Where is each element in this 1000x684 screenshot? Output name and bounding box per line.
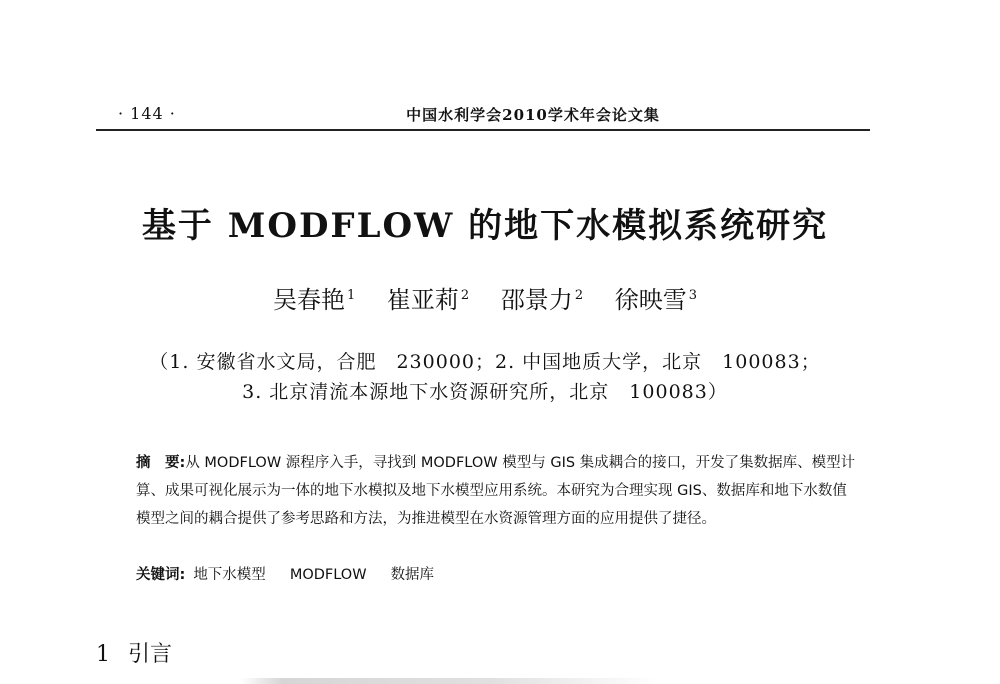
abstract (136, 449, 856, 533)
author-name: 徐映雪 (614, 286, 687, 314)
affiliation-line-2: 3. 北京清流本源地下水资源研究所，北京 100083） (242, 381, 728, 403)
cut-off-text-line (240, 678, 660, 684)
author (615, 286, 697, 314)
paper-title: 基于 MODFLOW 的地下水模拟系统研究 (141, 206, 829, 246)
author-affil-mark: 2 (460, 288, 470, 303)
author-name: 吴春艳 (272, 286, 345, 314)
author (501, 286, 583, 314)
author-name: 崔亚莉 (386, 286, 459, 314)
author-affil-mark: 3 (688, 288, 698, 303)
keyword: 地下水模型 (193, 567, 266, 583)
running-header (118, 104, 870, 128)
section-number: 1 (96, 642, 110, 667)
keyword: MODFLOW (289, 567, 367, 583)
author (273, 286, 355, 314)
keyword: 数据库 (390, 567, 435, 583)
header-rule (96, 129, 870, 131)
author-name: 邵景力 (500, 286, 573, 314)
page-number: · 144 · (118, 104, 176, 123)
keywords-label: 关键词: (136, 567, 186, 583)
author (387, 286, 469, 314)
author-affil-mark: 2 (574, 288, 584, 303)
journal-name: 中国水利学会2010学术年会论文集 (406, 106, 660, 124)
section-title: 引言 (128, 642, 173, 667)
abstract-text: 从 MODFLOW 源程序入手，寻找到 MODFLOW 模型与 GIS 集成耦合的接口，开发了集数据库、模型计算、成果可视化展示为一体的地下水模拟及地下水模型应用系统。本研究为合理实现 GIS、数据库和地下水数值模型之间的耦合提供了参考思路和方法，为推进模型在水资源管理方面的应用提供了捷径。 (136, 455, 856, 527)
keywords (136, 563, 856, 584)
abstract-label: 摘 要: (136, 455, 186, 471)
author-affil-mark: 1 (346, 288, 356, 303)
affiliation-line-1: （1. 安徽省水文局，合肥 230000；2. 中国地质大学，北京 100083； (149, 351, 821, 373)
section-heading (96, 637, 172, 668)
author-list (100, 280, 870, 315)
